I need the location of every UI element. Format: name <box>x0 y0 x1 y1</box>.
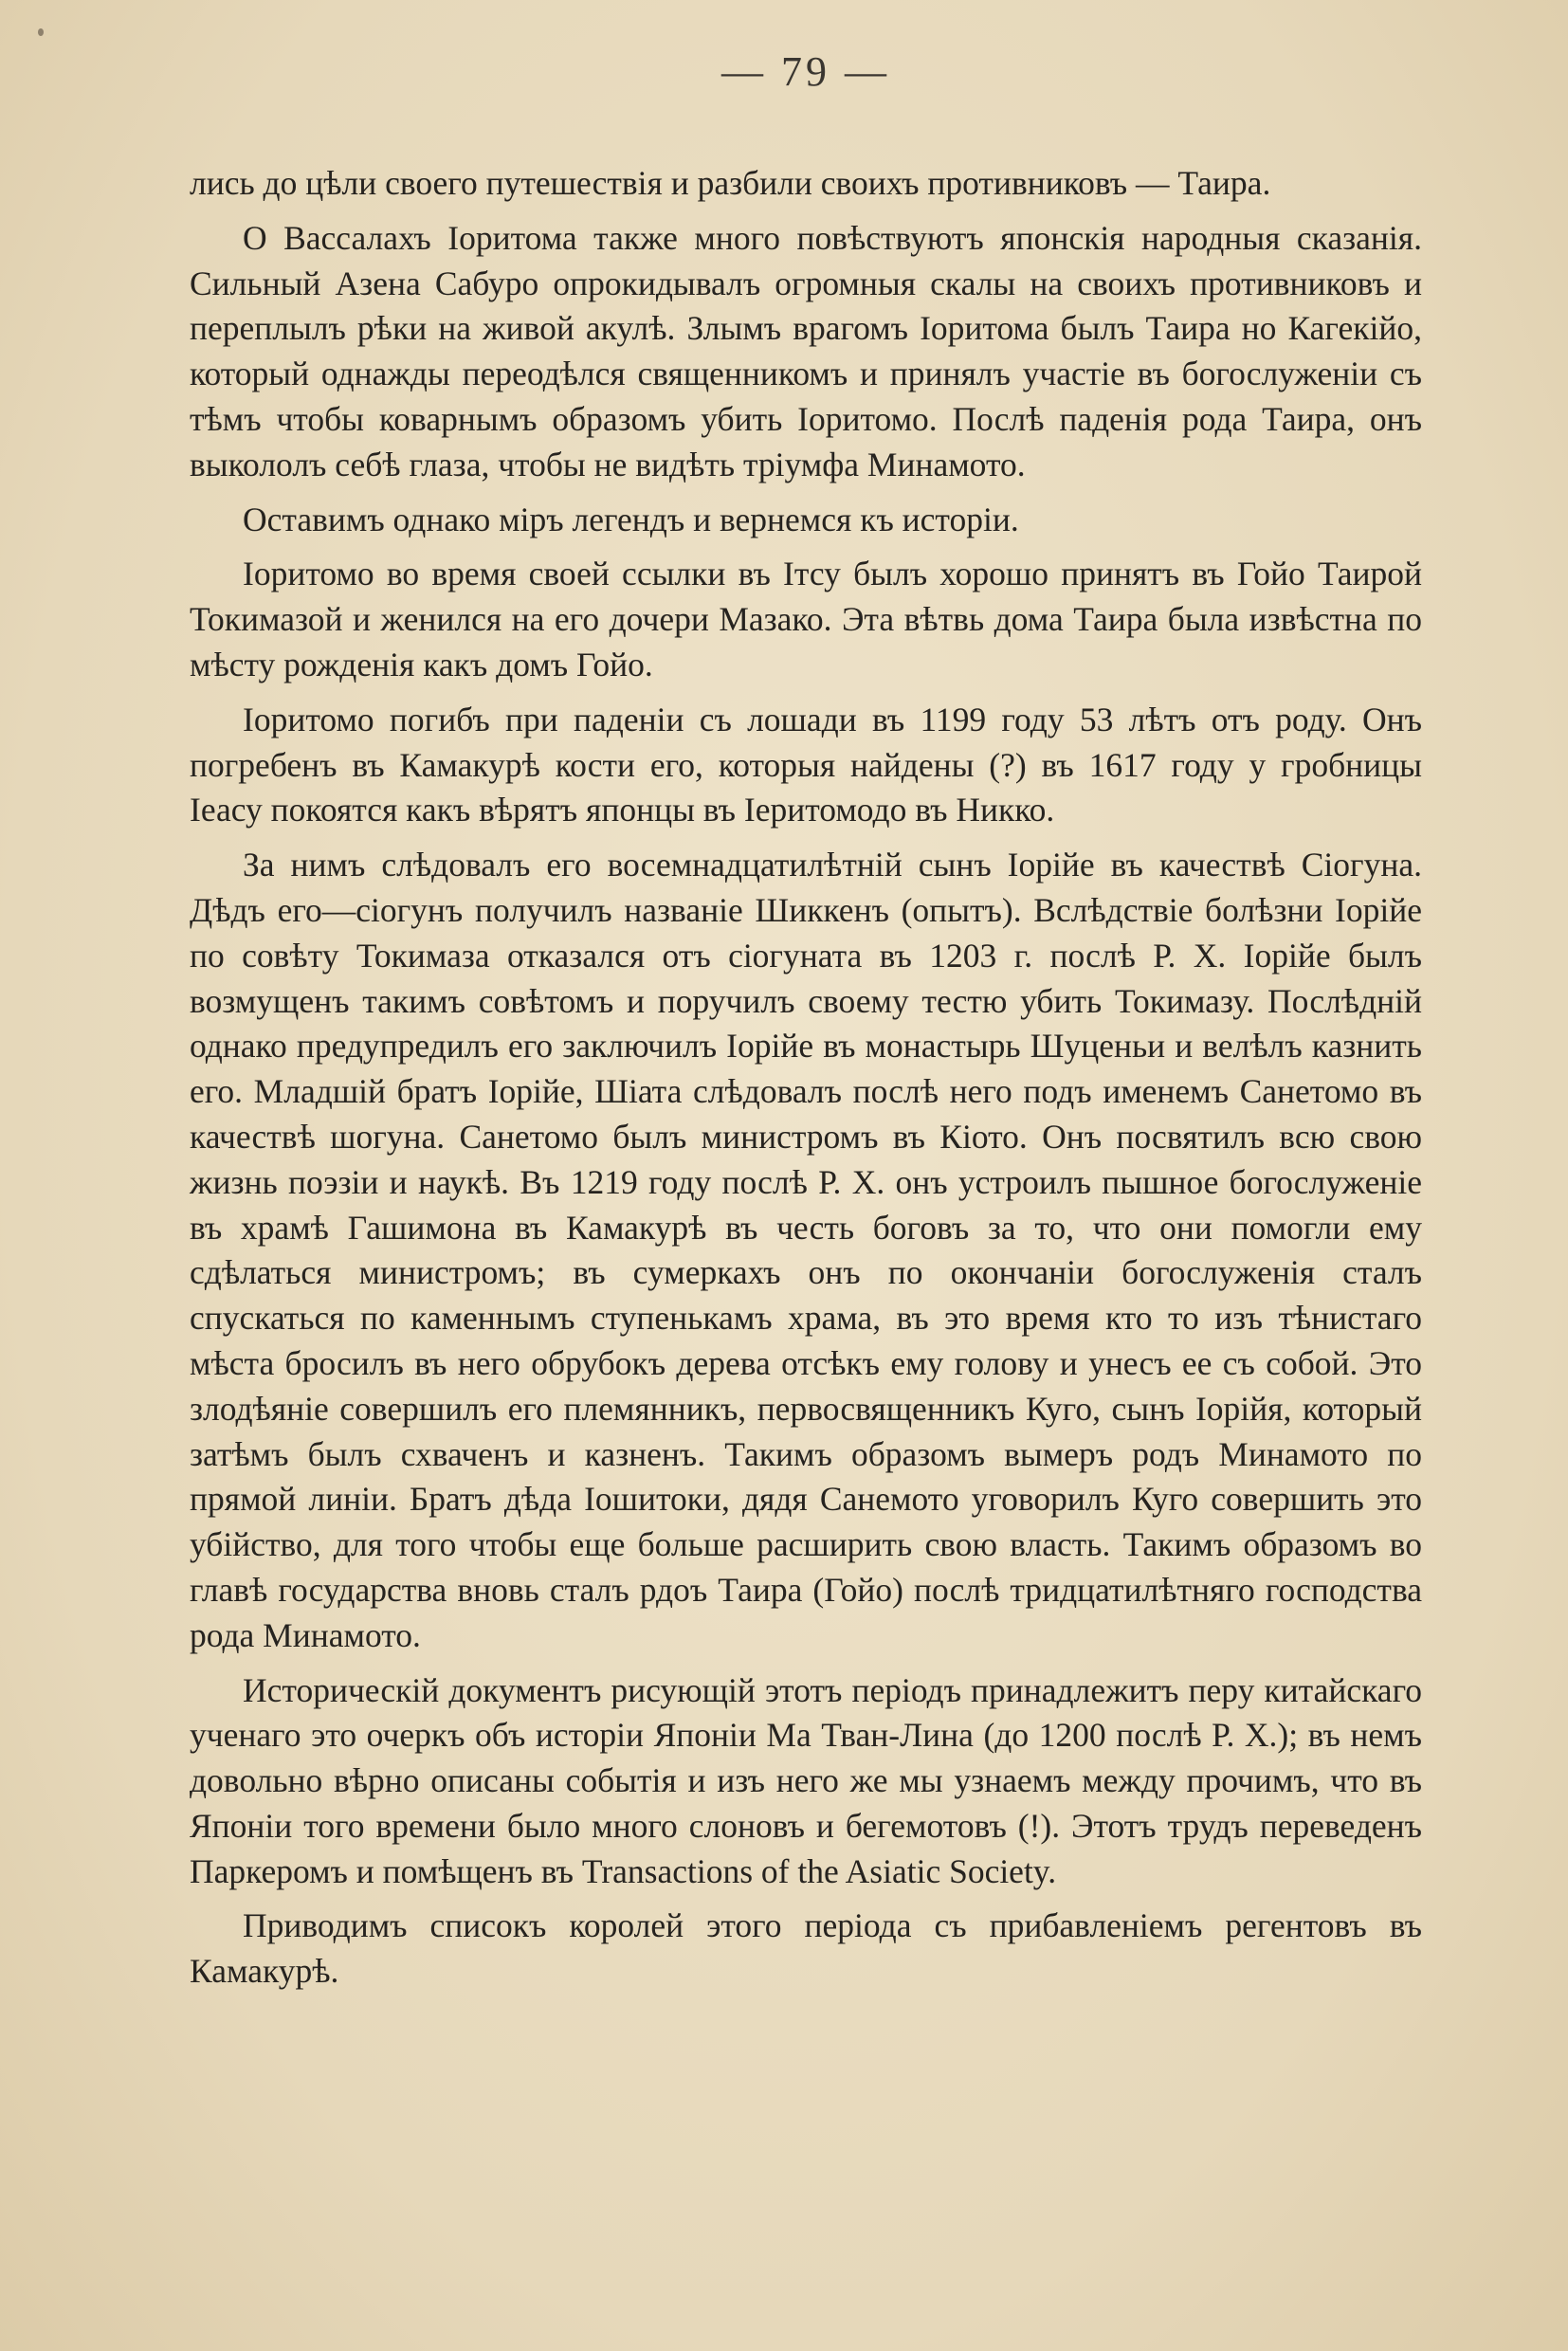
paper-stain <box>38 28 44 36</box>
paragraph-5: Іоритомо погибъ при паденіи съ лошади въ 1199 году 53 лѣтъ отъ роду. Онъ погребенъ въ Камакурѣ кости его, которыя найдены (?) въ 1617 году у гробницы Іеасу покоятся какъ вѣрятъ японцы въ Іеритомодо въ Никко. <box>190 700 1422 829</box>
paragraph-8: Приводимъ списокъ королей этого періода съ прибавленіемъ регентовъ въ Камакурѣ. <box>190 1906 1422 1991</box>
paragraph-6: За нимъ слѣдовалъ его восемнадцатилѣтній сынъ Іорійе въ качествѣ Сіогуна. Дѣдъ его—сіогунъ получилъ названіе Шиккенъ (опытъ). Вслѣдствіе болѣзни Іорійе по совѣту Токимаза отказался отъ сіогуната въ 1203 г. послѣ Р. Х. Іорійе былъ возмущенъ такимъ совѣтомъ и поручилъ своему тестю убить Токимазу. Послѣдній однако предупредилъ его заключилъ Іорійе въ монастырь Шуценьи и велѣлъ казнить его. Младшій братъ Іорійе, Шіата слѣдовалъ послѣ него подъ именемъ Санетомо въ качествѣ шогуна. Санетомо былъ министромъ въ Кіото. Онъ посвятилъ всю свою жизнь поэзіи и наукѣ. Въ 1219 году послѣ Р. Х. онъ устроилъ пышное богослуженіе въ храмѣ Гашимона въ Камакурѣ въ честь боговъ за то, что они помогли ему сдѣлаться министромъ; въ сумеркахъ онъ по окончаніи богослуженія сталъ спускаться по каменнымъ ступенькамъ храма, въ это время кто то изъ тѣнистаго мѣста бросилъ въ него обрубокъ дерева отсѣкъ ему голову и унесъ ее съ собой. Это злодѣяніе совершилъ его племянникъ, первосвященникъ Куго, сынъ Іорійя, который затѣмъ былъ схваченъ и казненъ. Такимъ образомъ вымеръ родъ Минамото по прямой линіи. Братъ дѣда Іошитоки, дядя Санемото уговорилъ Куго совершить это убійство, для того чтобы еще больше расширить свою власть. Такимъ образомъ во главѣ государства вновь сталъ рдоъ Таира (Гойо) послѣ тридцатилѣтняго господства рода Минамото. <box>190 846 1422 1654</box>
paragraph-4: Іоритомо во время своей ссылки въ Ітсу былъ хорошо принятъ въ Гойо Таирой Токимазой и женился на его дочери Мазако. Эта вѣтвь дома Таира была извѣстна по мѣсту рожденія какъ домъ Гойо. <box>190 555 1422 683</box>
page-body <box>190 161 1422 2004</box>
page-number: — 79 — <box>721 48 890 95</box>
paragraph-3: Оставимъ однако міръ легендъ и вернемся къ исторіи. <box>243 500 1019 538</box>
paragraph-1: лись до цѣли своего путешествія и разбили своихъ противниковъ — Таира. <box>190 164 1271 202</box>
paragraph-2: О Вассалахъ Іоритома также много повѣствуютъ японскія народныя сказанія. Сильный Азена Сабуро опрокидывалъ огромныя скалы на своихъ противниковъ и переплылъ рѣки на живой акулѣ. Злымъ врагомъ Іоритома былъ Таира но Кагекійо, который однажды переодѣлся священникомъ и принялъ участіе въ богослуженіи съ тѣмъ чтобы коварнымъ образомъ убить Іоритомо. Послѣ паденія рода Таира, онъ выкололъ себѣ глаза, чтобы не видѣть тріумфа Минамото. <box>190 218 1422 483</box>
book-page <box>190 38 1422 2294</box>
paragraph-7: Историческій документъ рисующій этотъ періодъ принадлежитъ перу китайскаго ученаго это очеркъ объ исторіи Японіи Ма Тван-Лина (до 1200 послѣ Р. Х.); въ немъ довольно вѣрно описаны событія и изъ него же мы узнаемъ между прочимъ, что въ Японіи того времени было много слоновъ и бегемотовъ (!). Этотъ трудъ переведенъ Паркеромъ и помѣщенъ въ Transactions of the Asiatic Society. <box>190 1670 1422 1890</box>
